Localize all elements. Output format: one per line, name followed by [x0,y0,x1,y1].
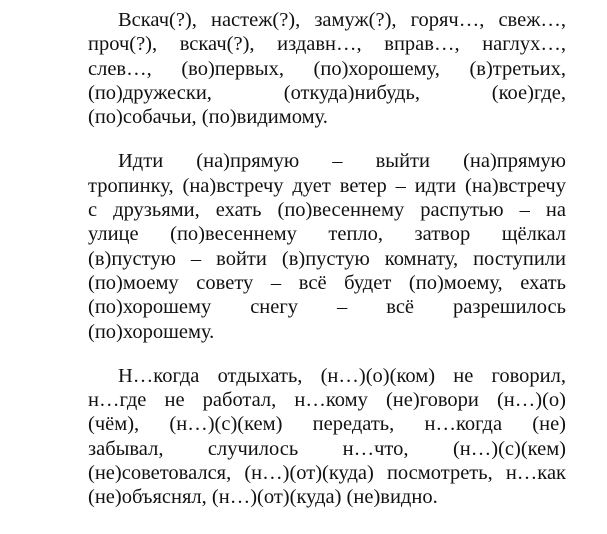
paragraph-adverbs-vs-nouns [88,149,566,343]
paragraph-adverbs [88,8,566,129]
text-line: (не)советовался, (н…)(от)(куда) посмотреть, н…как [88,462,566,485]
text-line: н…где не работал, н…кому (не)говори (н…)(о) [88,389,566,412]
text-line: (по)хорошему. [88,320,215,343]
text-line: (по)моему совету – всё будет (по)моему, ехать [88,271,566,294]
text-line: улице (по)весеннему тепло, затвор щёлкал [88,223,566,246]
text-line: (в)пустую – войти (в)пустую комнату, поступили [88,247,566,270]
paragraph-negative-pronouns [88,364,566,510]
exercise-text [88,8,566,510]
text-line: забывал, случилось н…что, (н…)(с)(кем) [88,437,566,460]
text-line: Идти (на)прямую – выйти (на)прямую [118,150,566,173]
text-line: тропинку, (на)встречу дует ветер – идти (на)встречу [88,174,566,197]
text-line: проч(?), вскач(?), издавн…, вправ…, наглух…, [88,33,566,56]
text-line: (по)хорошему снегу – всё разрешилось [88,296,566,319]
text-line: (по)дружески, (откуда)нибудь, (кое)где, [88,81,566,104]
text-line: с друзьями, ехать (по)весеннему распутью – на [88,199,566,222]
text-line: Вскач(?), настеж(?), замуж(?), горяч…, свеж…, [118,9,566,31]
text-line: (чём), (н…)(с)(кем) передать, н…когда (не) [88,413,566,436]
text-line: (не)объяснял, (н…)(от)(куда) (не)видно. [88,486,438,509]
text-line: слев…, (во)первых, (по)хорошему, (в)третьих, [88,57,566,80]
text-line: (по)собачьи, (по)видимому. [88,106,328,129]
text-line: Н…когда отдыхать, (н…)(о)(ком) не говорил, [118,364,566,387]
